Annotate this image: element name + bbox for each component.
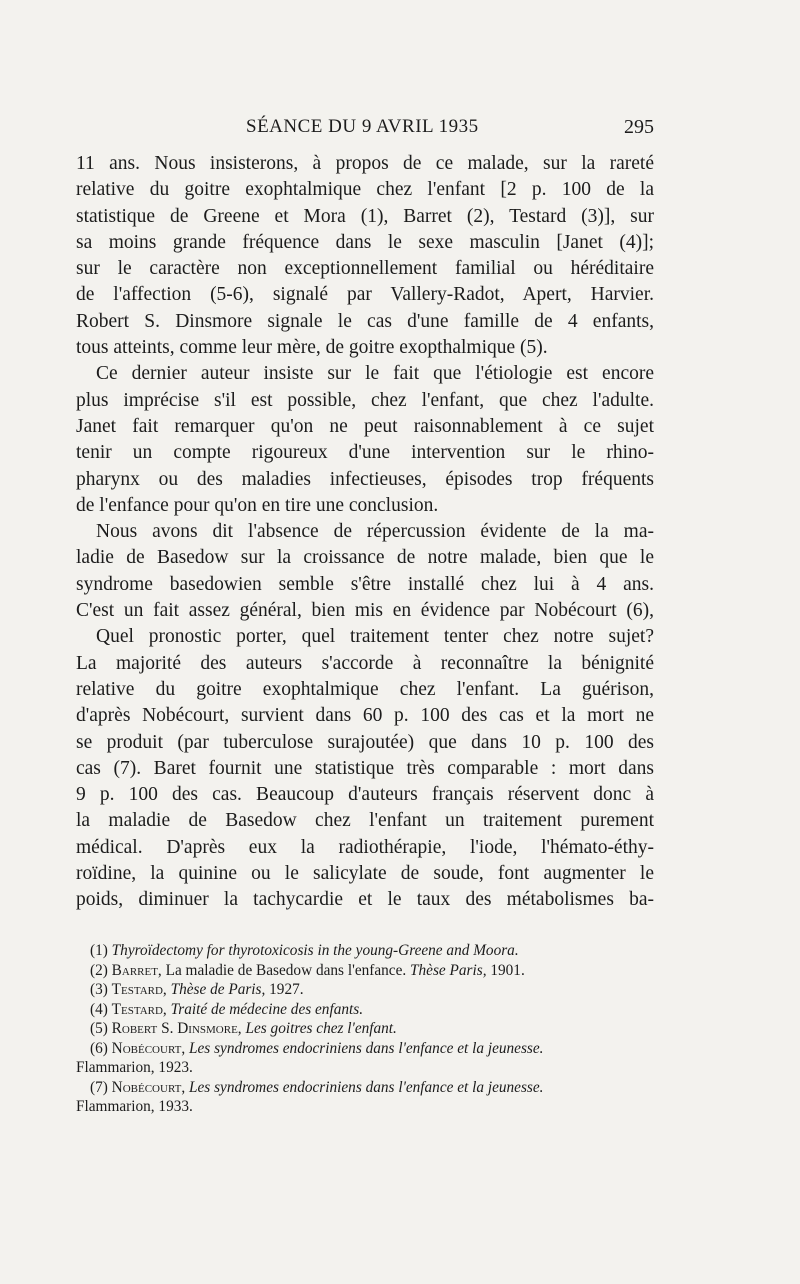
- footnote-5: [76, 1019, 654, 1039]
- text-line: la maladie de Basedow chez l'enfant un traitement purement: [76, 810, 654, 832]
- text-line: de l'enfance pour qu'on en tire une conclusion.: [76, 494, 439, 516]
- text-line: se produit (par tuberculose surajoutée) que dans 10 p. 100 des: [76, 731, 654, 753]
- text-line: de l'affection (5-6), signalé par Vallery-Radot, Apert, Harvier.: [76, 284, 654, 306]
- footnote-number: (4): [90, 1000, 108, 1018]
- text-line: Ce dernier auteur insiste sur le fait que l'étiologie est encore: [96, 363, 654, 385]
- text-line: relative du goitre exophtalmique chez l'enfant. La guérison,: [76, 678, 654, 700]
- text-line: sa moins grande fréquence dans le sexe masculin [Janet (4)];: [76, 231, 654, 253]
- text-line: 9 p. 100 des cas. Beaucoup d'auteurs français réservent donc à: [76, 784, 654, 806]
- text-line: syndrome basedowien semble s'être installé chez lui à 4 ans.: [76, 573, 654, 595]
- footnote-publication: Thèse de Paris,: [170, 981, 266, 998]
- text-line: Nous avons dit l'absence de répercussion évidente de la ma-: [96, 521, 654, 543]
- text-line: Quel pronostic porter, quel traitement tenter chez notre sujet?: [96, 626, 654, 648]
- text-line: Janet fait remarquer qu'on ne peut raisonnablement à ce sujet: [76, 415, 654, 437]
- text-line: C'est un fait assez général, bien mis en évidence par Nobécourt (6),: [76, 600, 654, 622]
- footnote-author: Nobécourt,: [111, 1039, 186, 1057]
- text-line: tenir un compte rigoureux d'une intervention sur le rhino-: [76, 442, 654, 464]
- footnote-7-publisher: Flammarion, 1933.: [76, 1098, 193, 1115]
- text-line: ladie de Basedow sur la croissance de notre malade, bien que le: [76, 547, 654, 569]
- footnote-text: La maladie de Basedow dans l'enfance.: [165, 961, 407, 979]
- text-line: 11 ans. Nous insisterons, à propos de ce malade, sur la rareté: [76, 153, 654, 174]
- footnote-6: [76, 1039, 654, 1059]
- footnote-4: [76, 1000, 654, 1020]
- footnote-author: Testard,: [111, 1000, 167, 1018]
- footnote-author: Barret,: [111, 961, 162, 979]
- footnote-number: (7): [90, 1078, 108, 1096]
- footnote-number: (2): [90, 961, 108, 979]
- footnote-author: Robert S. Dinsmore,: [111, 1020, 242, 1037]
- text-line: pharynx ou des maladies infectieuses, épisodes trop fréquents: [76, 468, 654, 490]
- footnote-3: [76, 980, 654, 1000]
- text-line: relative du goitre exophtalmique chez l'enfant [2 p. 100 de la: [76, 179, 654, 201]
- footnote-author: Testard,: [111, 981, 167, 998]
- footnote-title: Traité de médecine des enfants.: [170, 1000, 364, 1018]
- footnotes: [76, 941, 654, 1117]
- text-line: tous atteints, comme leur mère, de goitre exopthalmique (5).: [76, 337, 548, 359]
- text-line: statistique de Greene et Mora (1), Barret (2), Testard (3)], sur: [76, 205, 654, 227]
- footnote-number: (5): [90, 1020, 108, 1037]
- running-head: [76, 116, 654, 142]
- running-title: SÉANCE DU 9 AVRIL 1935: [246, 116, 479, 137]
- text-line: d'après Nobécourt, survient dans 60 p. 100 des cas et la mort ne: [76, 705, 654, 727]
- footnote-7: [76, 1078, 654, 1098]
- page-number: 295: [624, 116, 654, 138]
- footnote-6-publisher: Flammarion, 1923.: [76, 1059, 193, 1076]
- footnote-number: (6): [90, 1039, 108, 1057]
- footnote-year: 1901.: [490, 961, 525, 979]
- text-line: Robert S. Dinsmore signale le cas d'une famille de 4 enfants,: [76, 310, 654, 332]
- footnote-publication: Thèse Paris,: [410, 961, 487, 979]
- text-line: plus imprécise s'il est possible, chez l'enfant, que chez l'adulte.: [76, 389, 654, 411]
- footnote-title: Thyroïdectomy for thyrotoxicosis in the young-Greene and Moora.: [111, 942, 519, 959]
- footnote-number: (1): [90, 942, 108, 959]
- text-line: cas (7). Baret fournit une statistique très comparable : mort dans: [76, 757, 654, 779]
- footnote-2: [76, 961, 654, 981]
- text-line: poids, diminuer la tachycardie et le taux des métabolismes ba-: [76, 889, 654, 911]
- body-text: [76, 151, 654, 914]
- footnote-author: Nobécourt,: [111, 1078, 186, 1096]
- text-line: sur le caractère non exceptionnellement familial ou héréditaire: [76, 258, 654, 280]
- footnote-number: (3): [90, 981, 108, 998]
- footnote-title: Les goitres chez l'enfant.: [245, 1020, 397, 1037]
- text-line: La majorité des auteurs s'accorde à reconnaître la bénignité: [76, 652, 654, 674]
- text-line: roïdine, la quinine ou le salicylate de soude, font augmenter le: [76, 863, 654, 885]
- footnote-title: Les syndromes endocriniens dans l'enfance et la jeunesse.: [189, 1039, 544, 1057]
- footnote-year: 1927.: [269, 981, 304, 998]
- footnote-1: [76, 941, 654, 961]
- footnote-title: Les syndromes endocriniens dans l'enfance et la jeunesse.: [189, 1078, 544, 1096]
- text-line: médical. D'après eux la radiothérapie, l'iode, l'hémato-éthy-: [76, 836, 654, 858]
